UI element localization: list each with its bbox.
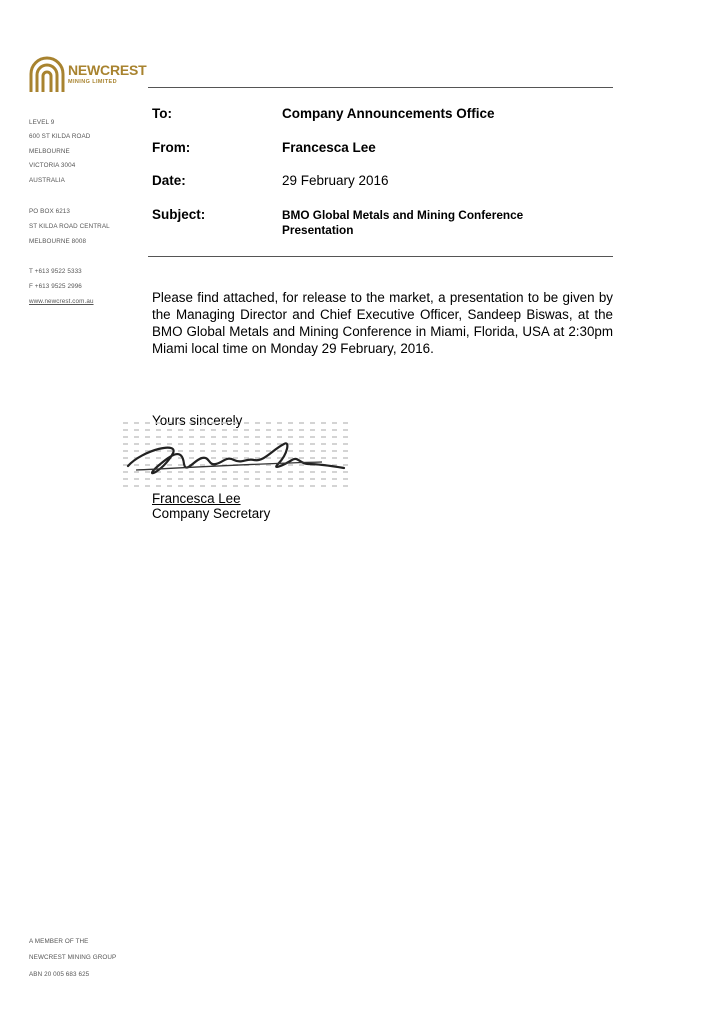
signature-image xyxy=(122,420,350,492)
memo-divider xyxy=(148,256,613,257)
signatory-title: Company Secretary xyxy=(152,506,271,521)
logo-wordmark: NEWCREST xyxy=(68,62,147,78)
company-logo xyxy=(28,54,148,96)
po-box-city: MELBOURNE 8008 xyxy=(29,238,87,245)
subject-line-1: BMO Global Metals and Mining Conference xyxy=(282,208,524,222)
website-text xyxy=(29,298,94,305)
footer-group-line: NEWCREST MINING GROUP xyxy=(29,954,117,961)
telephone: T +613 9522 5333 xyxy=(29,268,82,275)
signature-icon xyxy=(122,420,350,492)
newcrest-emblem-icon xyxy=(28,54,66,94)
po-box-area: ST KILDA ROAD CENTRAL xyxy=(29,223,110,230)
po-box: PO BOX 6213 xyxy=(29,208,71,215)
footer-member-line: A MEMBER OF THE xyxy=(29,938,89,945)
footer-abn: ABN 20 005 683 625 xyxy=(29,971,90,978)
header-divider xyxy=(148,87,613,88)
address-country: AUSTRALIA xyxy=(29,177,65,184)
subject-label: Subject: xyxy=(152,207,206,222)
address-street: 600 ST KILDA ROAD xyxy=(29,133,91,140)
to-label: To: xyxy=(152,106,172,121)
date-label: Date: xyxy=(152,173,186,188)
address-level: LEVEL 9 xyxy=(29,119,55,126)
address-city: MELBOURNE xyxy=(29,148,70,155)
fax: F +613 9525 2996 xyxy=(29,283,82,290)
from-label: From: xyxy=(152,140,191,155)
website-link[interactable]: www.newcrest.com.au xyxy=(29,298,94,305)
to-value: Company Announcements Office xyxy=(282,106,495,121)
signatory-name: Francesca Lee xyxy=(152,491,241,506)
subject-value xyxy=(282,208,523,238)
announcement-paragraph: Please find attached, for release to the market, a presentation to be given by the Managing Director and Chief Executive Officer, Sandeep Biswas, at the BMO Global Metals and Mining Conference in Miami, Florida, USA at 2:30pm Miami local time on Monday 29 February, 2016. xyxy=(152,290,613,356)
date-value: 29 February 2016 xyxy=(282,173,389,188)
subject-line-2: Presentation xyxy=(282,223,354,237)
logo-subtitle: MINING LIMITED xyxy=(68,79,117,85)
address-state: VICTORIA 3004 xyxy=(29,162,76,169)
from-value: Francesca Lee xyxy=(282,140,376,155)
